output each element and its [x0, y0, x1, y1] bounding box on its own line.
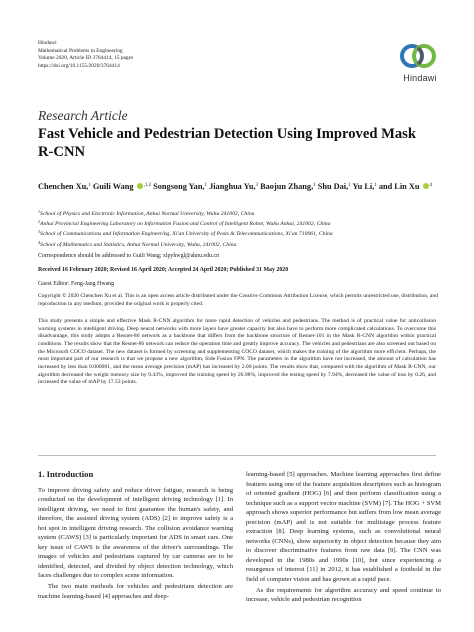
guest-editor: Guest Editor: Feng-Jang Hwang	[38, 281, 115, 287]
affiliation: $^3$School of Communications and Information Engineering, Xi'an University of Posts & Telecommunications, Xi'an 710061, China	[38, 229, 333, 238]
affiliation: $^2$Anhui Provincial Engineering Laboratory on Information Fusion and Control of Intelligent Robot, Wuhu Anhui, 241002, China	[38, 219, 331, 228]
paragraph: The two main methods for vehicles and pedestrians detection are machine learning-based [4] approaches and deep-	[38, 583, 233, 600]
abstract-text: This study presents a simple and effective Mask R-CNN algorithm for more rapid detection of vehicles and pedestrians. The method is of practical value for anticollision warning systems in intelligent driving. Deep neural networks with more layers have greater capacity but also have to perform more complicated calculations. To overcome this disadvantage, this study adopts a Resnet-86 network as a backbone that differs from the backbone structure of Resnet-101 in the Mask R-CNN algorithm within practical conditions. The results show that the Resnet-86 network can reduce the operation time and greatly improve accuracy. The vehicles and pedestrians are also screened out based on the Microsoft COCO dataset. The new dataset is formed by screening and supplementing COCO dataset, which makes the training of the algorithm more efficient. Perhaps, the most important part of our research is that we propose a new algorithm, Side Fusion FPN. The parameters in the algorithm have not increased, the amount of calculation has increased by less than 0.000001, and the mean average precision (mAP) has increased by 2.00 points. The results show that, compared with the algorithm of Mask R-CNN, our algorithm decreased the weight memory size by 9.43%, improved the training speed by 26.98%, improved the testing speed by 7.94%, decreased the value of loss by 0.26, and increased the value of mAP by 17.53 points.	[38, 318, 436, 386]
author-list	[38, 180, 448, 194]
affiliations	[38, 208, 448, 249]
section-heading: 1. Introduction	[38, 469, 94, 479]
article-type: Research Article	[38, 108, 128, 123]
author[interactable]: Chenchen Xu,$^1$	[38, 182, 91, 191]
volume-line: Volume 2020, Article ID 3764414, 15 pages	[38, 55, 134, 62]
publisher-name: Hindawi	[38, 40, 57, 46]
orcid-icon[interactable]	[137, 183, 143, 189]
author[interactable]: and Lin Xu $^4$	[378, 182, 433, 191]
paragraph: learning-based [5] approaches. Machine learning approaches first define features using one of the feature acquisition descriptors such as histogram of oriented gradient (HOG) [6] and then perform classification using a technique such as a support vector machine (SVM) [7]. The HOG + SVM approach shows superior performance but suffers from low mean average precision (mAP) and is not suitable for multistage process feature extraction [8]. Deep learning systems, such as convolutional neural networks (CNNs), show superiority in object detection because they aim to discover discriminative features from raw data [9]. The CNN was developed in the 1980s and 1990s [10], but since experiencing a resurgence of interest [11] in 2012, it has established a foothold in the field of computer vision and has grown at a rapid pace.	[246, 471, 441, 584]
author[interactable]: Jianghua Yu,$^3$	[209, 182, 259, 191]
journal-name: Mathematical Problems in Engineering	[38, 47, 123, 54]
paragraph: To improve driving safety and reduce driver fatigue, research is being conducted on the development of intelligent driving technology [1]. In intelligent driving, we need to first guarantee the human's safety, and therefore, the assisted driving system (ADS) [2] to improve safety is a hot spot in intelligent driving research. The collision avoidance warning system (CAWS) [3] is particularly important for ADS in smart cars. One key issue of CAWS is the awareness of the driver's surroundings. The images of vehicles and pedestrians captured by car cameras are to be identified, detected, and divided by object detection technology, which faces challenges due to complex scene information.	[38, 486, 233, 580]
doi-link[interactable]: https://doi.org/10.1155/2020/3764414	[38, 62, 120, 69]
body-column-right	[246, 470, 441, 605]
author[interactable]: Shu Dai,$^1$	[317, 182, 351, 191]
article-dates: Received 16 February 2020; Revised 16 April 2020; Accepted 24 April 2020; Published 31 May 2020	[38, 267, 289, 273]
hindawi-logo-word: Hindawi	[403, 73, 437, 83]
paragraph: As the requirements for algorithm accuracy and speed continue to increase, vehicle and pedestrian recognition	[246, 586, 441, 604]
author[interactable]: Baojun Zhang,$^1$	[260, 182, 316, 191]
section-divider	[38, 455, 436, 456]
correspondence: Correspondence should be addressed to Guili Wang; xlpyhwgl@ahnu.edu.cn	[38, 253, 220, 259]
article-title: Fast Vehicle and Pedestrian Detection Using Improved Mask R-CNN	[38, 126, 416, 160]
copyright-notice: Copyright © 2020 Chenchen Xu et al. This is an open access article distributed under the Creative Commons Attribution License, which permits unrestricted use, distribution, and reproduction in any medium, provided the original work is properly cited.	[38, 293, 438, 307]
journal-info	[38, 40, 133, 70]
affiliation: $^4$School of Mathematics and Statistics, Anhui Normal University, Wuhu, 241002, China	[38, 239, 237, 248]
author[interactable]: Guili Wang $^{,1,2}$	[92, 182, 152, 191]
orcid-icon[interactable]	[423, 183, 429, 189]
author[interactable]: Songsong Yan,$^1$	[153, 182, 208, 191]
body-column-left	[38, 470, 233, 601]
affiliation: $^1$School of Physics and Electronic Information, Anhui Normal University, Wuhu 241002, China	[38, 209, 255, 217]
author[interactable]: Yu Li,$^1$	[352, 182, 377, 191]
